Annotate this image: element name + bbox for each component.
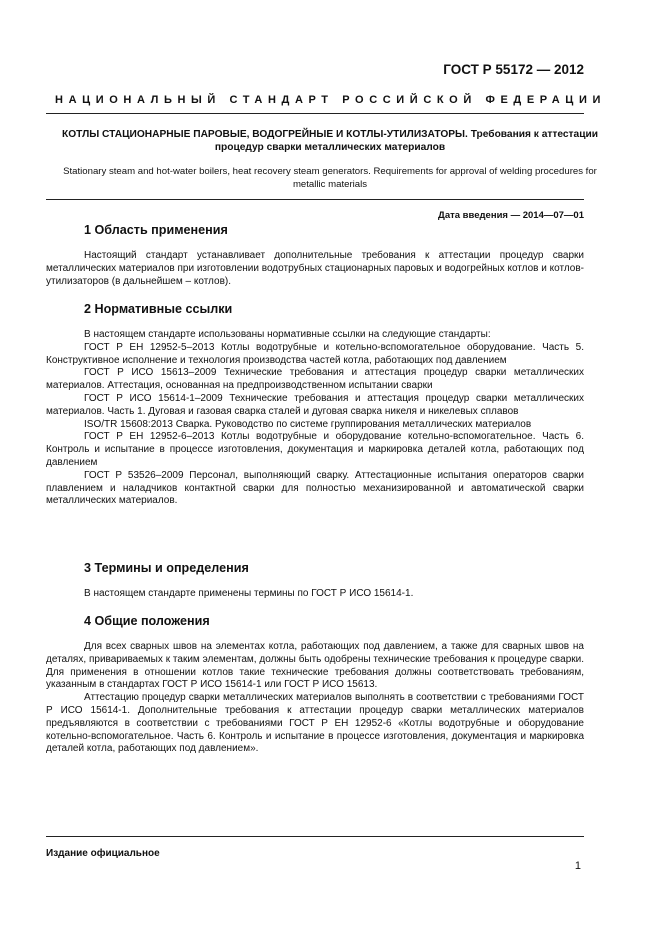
reference-item: ГОСТ Р ЕН 12952-6–2013 Котлы водотрубные и оборудование котельно-вспомогательное. Часть 6. Контроль и испытание в процессе изготовления, документация и маркировка деталей котла, работающих под давлением	[46, 431, 584, 468]
page-number: 1	[574, 860, 581, 872]
references-intro: В настоящем стандарте использованы нормативные ссылки на следующие стандарты:	[84, 329, 491, 340]
section-1-body	[46, 250, 584, 288]
effective-date: Дата введения — 2014—07—01	[438, 210, 584, 221]
paragraph: Для всех сварных швов на элементах котла, работающих под давлением, а также для сварных швов на деталях, привариваемых к таким элементам, должны быть одобрены технические требования к процедуре сварки. Для применения в отношении котлов такие технические требования должны соответствовать требованиям, указанным в стандартах ГОСТ Р ИСО 15614-1 или ГОСТ Р ИСО 15613.	[46, 641, 584, 691]
official-edition-label: Издание официальное	[46, 848, 160, 859]
reference-item: ГОСТ Р ЕН 12952-5–2013 Котлы водотрубные и котельно-вспомогательное оборудование. Часть 5. Конструктивное исполнение и технология производства частей котла, работающих под давлением	[46, 341, 584, 366]
document-code: ГОСТ Р 55172 — 2012	[443, 62, 584, 77]
section-2-heading: 2 Нормативные ссылки	[84, 302, 233, 316]
reference-item: ГОСТ Р 53526–2009 Персонал, выполняющий сварку. Аттестационные испытания операторов сварки плавлением и наладчиков контактной сварки для полностью механизированной и автоматической сварки металлических материалов.	[46, 469, 584, 507]
paragraph: В настоящем стандарте применены термины по ГОСТ Р ИСО 15614-1.	[84, 588, 414, 599]
reference-item: ISO/TR 15608:2013 Сварка. Руководство по системе группирования металлических материалов	[84, 418, 532, 430]
section-4-heading: 4 Общие положения	[84, 614, 210, 628]
paragraph: Настоящий стандарт устанавливает дополнительные требования к аттестации процедур сварки металлических материалов при изготовлении водотрубных стационарных паровых и водогрейных котлов и котлов-утилизаторов (в дальнейшем – котлов).	[46, 250, 584, 287]
title-english: Stationary steam and hot-water boilers, heat recovery steam generators. Requirements for approval of welding procedures for metallic materials	[63, 166, 597, 190]
section-2-body	[46, 329, 584, 508]
section-1-heading: 1 Область применения	[84, 223, 228, 237]
footer-divider	[46, 836, 584, 837]
reference-item: ГОСТ Р ИСО 15614-1–2009 Технические требования и аттестация процедур сварки металлических материалов. Часть 1. Дуговая и газовая сварка сталей и дуговая сварка никеля и никелевых сплавов	[46, 392, 584, 417]
header-divider	[46, 113, 584, 114]
section-4-body	[46, 641, 584, 756]
section-3-heading: 3 Термины и определения	[84, 561, 249, 575]
paragraph: Аттестацию процедур сварки металлических материалов выполнять в соответствии с требованиями ГОСТ Р ИСО 15614-1. Дополнительные требования к аттестации процедур сварки металлических материалов предъявляются в соответствии с требованиями ГОСТ Р ЕН 12952-6 «Котлы водотрубные и оборудование котельно-вспомогательное. Часть 6. Контроль и испытание в процессе изготовления, документация и маркировка деталей котла, работающих под давлением».	[46, 692, 584, 755]
standard-type-heading: НАЦИОНАЛЬНЫЙ СТАНДАРТ РОССИЙСКОЙ ФЕДЕРАЦИИ	[55, 94, 606, 106]
reference-item: ГОСТ Р ИСО 15613–2009 Технические требования и аттестация процедур сварки металлических материалов. Аттестация, основанная на предпроизводственном испытании сварки	[46, 367, 584, 392]
title-divider	[46, 199, 584, 200]
title-russian: КОТЛЫ СТАЦИОНАРНЫЕ ПАРОВЫЕ, ВОДОГРЕЙНЫЕ И КОТЛЫ-УТИЛИЗАТОРЫ. Требования к аттестации процедур сварки металлических материалов	[61, 129, 598, 153]
section-3-body	[46, 588, 584, 601]
